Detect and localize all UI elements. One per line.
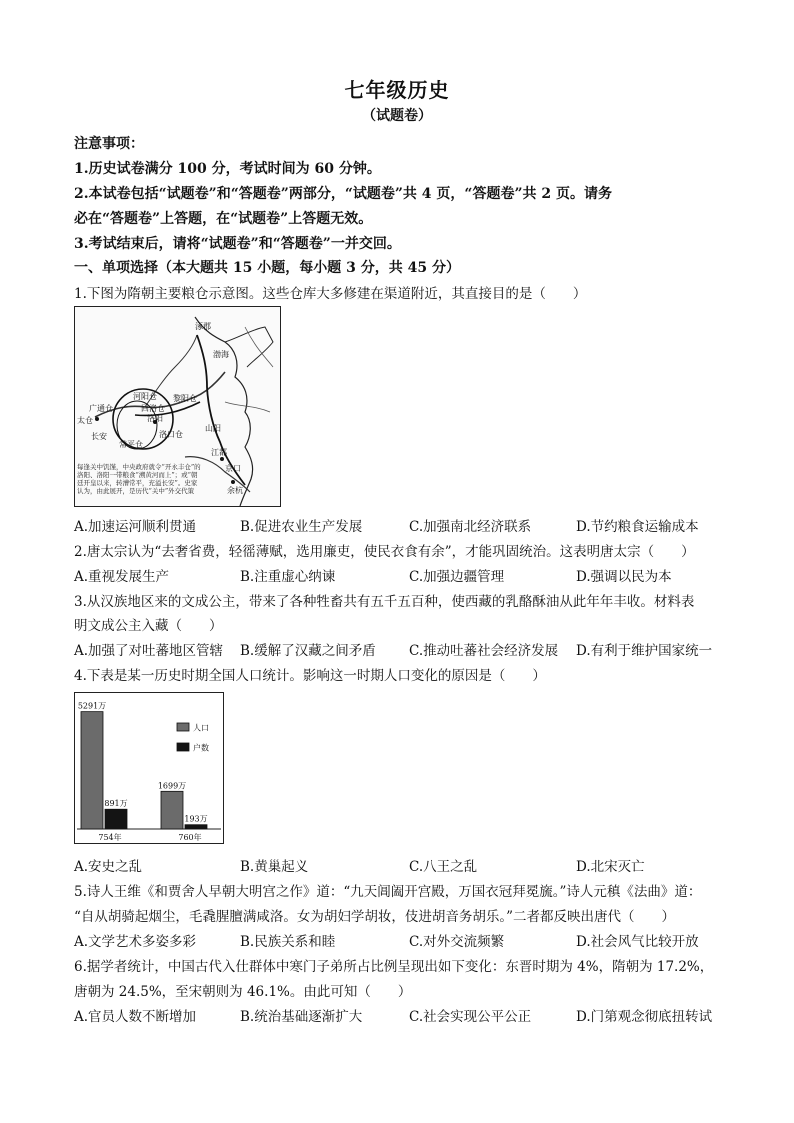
option-d[interactable]: D.社会风气比较开放 <box>576 934 699 950</box>
option-d[interactable]: D.有利于维护国家统一 <box>576 643 713 659</box>
map-label-yuhang: 余杭 <box>227 486 243 495</box>
chart-bar <box>81 712 103 829</box>
notes-item: 1.历史试卷满分 100 分，考试时间为 60 分钟。 <box>74 161 381 177</box>
map-label-taicang: 太仓 <box>77 416 93 425</box>
sui-granary-map <box>74 306 281 507</box>
map-label-huiluo: 回洛仓 <box>141 404 165 413</box>
notes-item: 3.考试结束后，请将“试题卷”和“答题卷”一并交回。 <box>74 236 401 252</box>
option-b[interactable]: B.统治基础逐渐扩大 <box>240 1009 363 1025</box>
map-label-changping: 常平仓 <box>119 440 143 449</box>
legend-label: 人口 <box>193 723 209 733</box>
question-5-stem-cont: “自从胡骑起烟尘，毛毳腥膻满咸洛。女为胡妇学胡妆，伎进胡音务胡乐。”二者都反映出唐代（ ） <box>74 909 676 925</box>
page-subtitle: （试题卷） <box>362 108 432 124</box>
option-d[interactable]: D.节约粮食运输成本 <box>576 519 699 535</box>
option-a[interactable]: A.官员人数不断增加 <box>74 1009 197 1025</box>
chart-data-label: 193万 <box>184 814 208 824</box>
map-note: 每逢关中饥馑，中央政府就令“开永丰仓”的洛阳、洛阳一带粮食“溯黄河而上”；或“朝廷开皇以来，转漕常平，充溢长安”。史家认为，由此展开，是历代“关中”外交代策 <box>77 463 201 495</box>
map-label-changan: 长安 <box>91 432 107 441</box>
option-d[interactable]: D.强调以民为本 <box>576 569 672 585</box>
map-label-shanyang: 山阳 <box>205 424 221 433</box>
question-3-stem: 3.从汉族地区来的文成公主，带来了各种牲畜共有五千五百种，使西藏的乳酪酥油从此年年丰收。材料表 <box>74 594 695 610</box>
question-6-stem-cont: 唐朝为 24.5%，至宋朝则为 46.1%。由此可知（ ） <box>74 984 412 1000</box>
population-chart <box>74 692 224 844</box>
map-label-bohai: 渤海 <box>213 350 229 359</box>
notes-heading: 注意事项： <box>74 136 144 152</box>
option-b[interactable]: B.注重虚心纳谏 <box>240 569 336 585</box>
map-label-luokou: 洛口仓 <box>159 430 183 439</box>
chart-data-label: 5291万 <box>77 701 107 711</box>
chart-bar <box>185 825 207 829</box>
chart-category-label: 754年 <box>98 833 122 842</box>
option-c[interactable]: C.加强边疆管理 <box>409 569 505 585</box>
option-c[interactable]: C.八王之乱 <box>409 859 478 875</box>
question-4-stem: 4.下表是某一历史时期全国人口统计。影响这一时期人口变化的原因是（ ） <box>74 668 546 684</box>
question-2-stem: 2.唐太宗认为“去奢省费，轻徭薄赋，选用廉吏，使民衣食有余”，才能巩固统治。这表明唐太宗（ ） <box>74 544 695 560</box>
option-c[interactable]: C.推动吐蕃社会经济发展 <box>409 643 559 659</box>
question-5-stem: 5.诗人王维《和贾舍人早朝大明宫之作》道：“九天阊阖开宫殿，万国衣冠拜冕旒。”诗人元稹《法曲》道： <box>74 884 702 900</box>
map-label-luoyang: 洛阳 <box>147 414 163 423</box>
option-d[interactable]: D.门第观念彻底扭转试 <box>576 1009 713 1025</box>
chart-bar <box>105 809 127 829</box>
option-b[interactable]: B.促进农业生产发展 <box>240 519 363 535</box>
chart-category-label: 760年 <box>178 833 202 842</box>
option-b[interactable]: B.民族关系和睦 <box>240 934 336 950</box>
option-a[interactable]: A.安史之乱 <box>74 859 143 875</box>
map-label-heyang: 河阳仓 <box>133 392 157 401</box>
page-title: 七年级历史 <box>344 78 450 102</box>
map-label-jiangdu: 江都 <box>211 448 227 457</box>
section-heading: 一、单项选择（本大题共 15 小题，每小题 3 分，共 45 分） <box>74 260 460 276</box>
legend-label: 户数 <box>193 743 209 753</box>
option-a[interactable]: A.加速运河顺利贯通 <box>74 519 197 535</box>
option-d[interactable]: D.北宋灭亡 <box>576 859 645 875</box>
option-b[interactable]: B.缓解了汉藏之间矛盾 <box>240 643 376 659</box>
legend-swatch <box>177 723 189 731</box>
notes-item: 必在“答题卷”上答题，在“试题卷”上答题无效。 <box>74 211 373 227</box>
option-a[interactable]: A.文学艺术多姿多彩 <box>74 934 197 950</box>
map-label-jingkou: 京口 <box>225 464 241 473</box>
legend-swatch <box>177 743 189 751</box>
map-label-zhuojun: 涿郡 <box>195 322 211 331</box>
question-3-stem-cont: 明文成公主入藏（ ） <box>74 618 223 634</box>
option-b[interactable]: B.黄巢起义 <box>240 859 309 875</box>
option-a[interactable]: A.重视发展生产 <box>74 569 170 585</box>
option-c[interactable]: C.加强南北经济联系 <box>409 519 532 535</box>
notes-item: 2.本试卷包括“试题卷”和“答题卷”两部分，“试题卷”共 4 页，“答题卷”共 2 页。请务 <box>74 186 613 202</box>
option-c[interactable]: C.对外交流频繁 <box>409 934 505 950</box>
map-label-guangtong: 广通仓 <box>89 404 113 413</box>
chart-bar <box>161 791 183 829</box>
option-c[interactable]: C.社会实现公平公正 <box>409 1009 532 1025</box>
map-label-liyang: 黎阳仓 <box>173 394 197 403</box>
population-chart-svg <box>75 693 223 843</box>
option-a[interactable]: A.加强了对吐蕃地区管辖 <box>74 643 224 659</box>
chart-data-label: 891万 <box>104 799 128 809</box>
chart-data-label: 1699万 <box>157 781 187 791</box>
question-1-stem: 1.下图为隋朝主要粮仓示意图。这些仓库大多修建在渠道附近，其直接目的是（ ） <box>74 286 587 302</box>
question-6-stem: 6.据学者统计，中国古代入仕群体中寒门子弟所占比例呈现出如下变化：东晋时期为 4%，隋朝为 17.2%， <box>74 959 714 975</box>
